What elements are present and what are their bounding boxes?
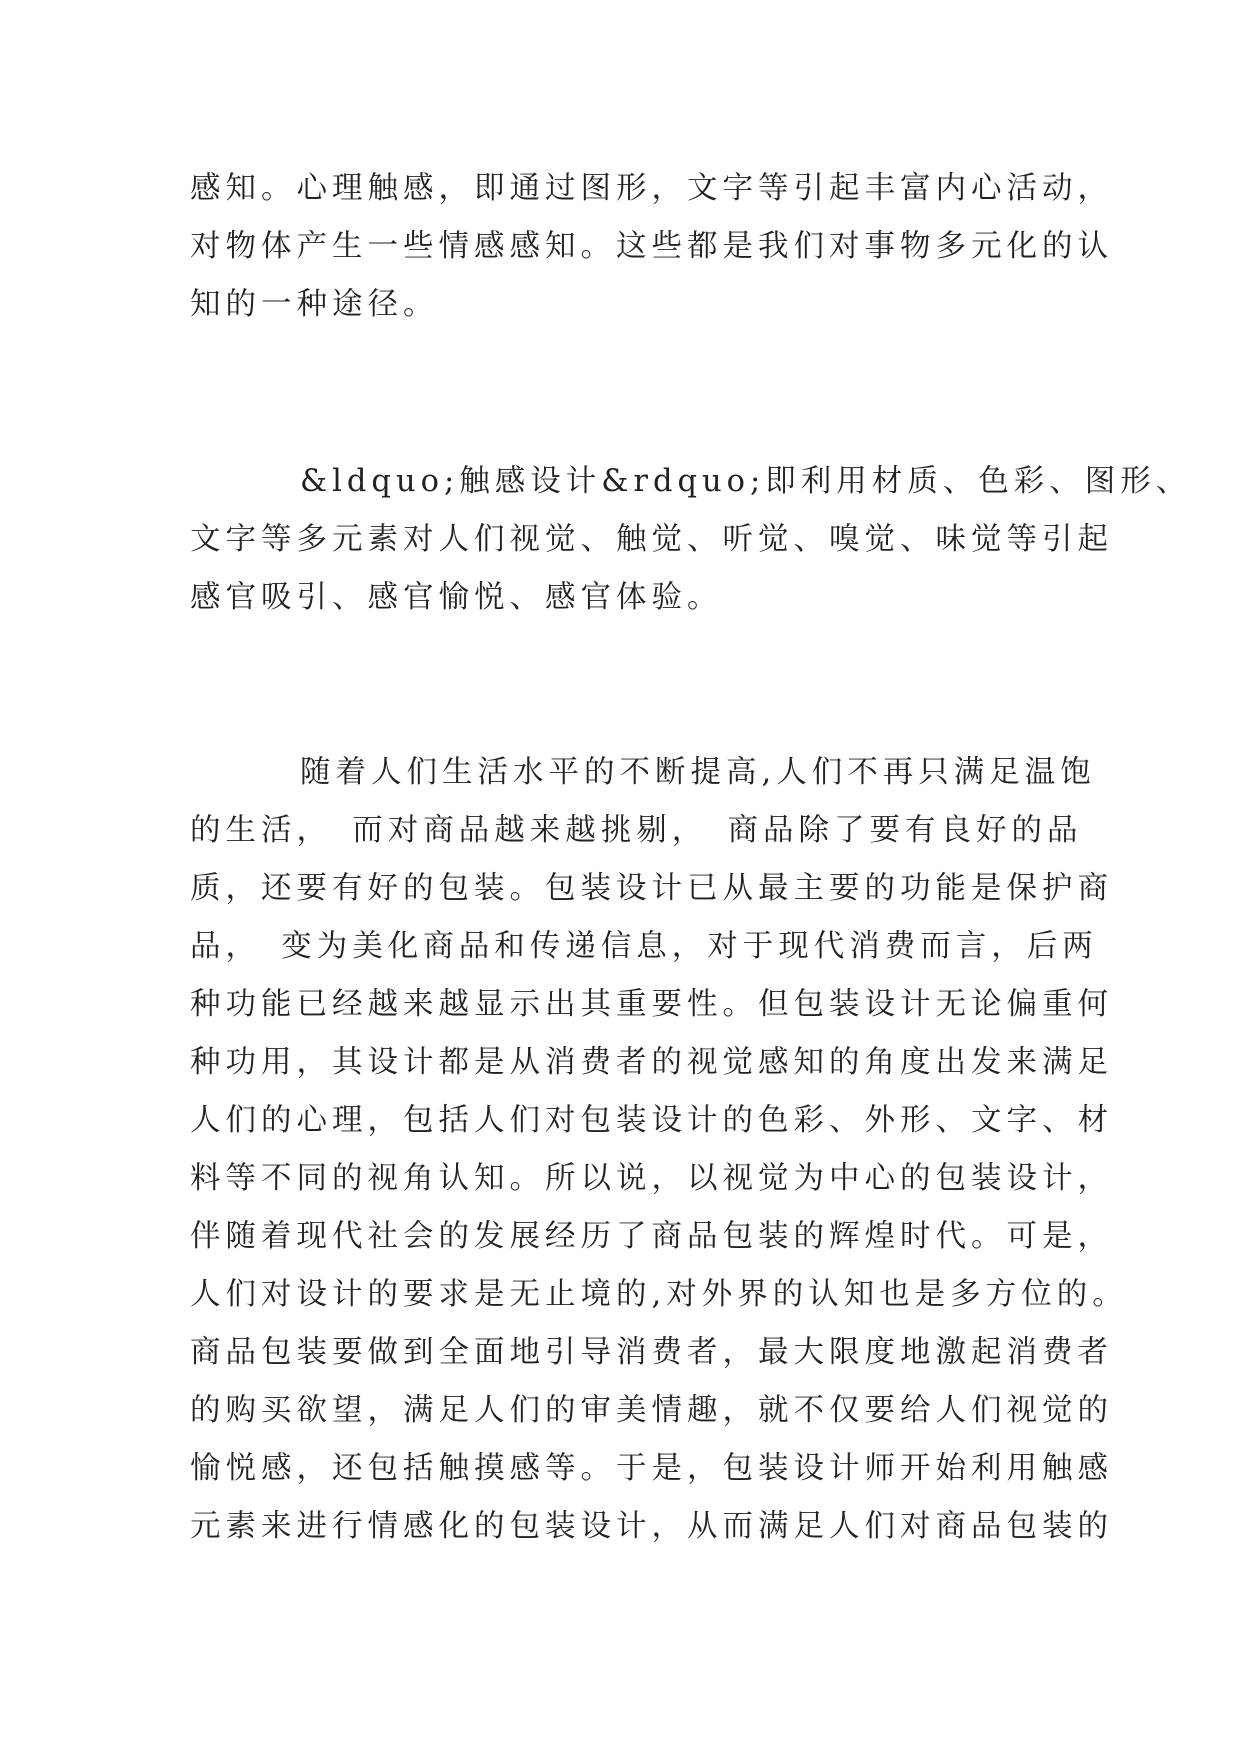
text-line: 感知。心理触感，即通过图形，文字等引起丰富内心活动， bbox=[190, 171, 1113, 206]
text-line: 商品包装要做到全面地引导消费者，最大限度地激起消费者 bbox=[190, 1335, 1113, 1370]
text-line: 感官吸引、感官愉悦、感官体验。 bbox=[190, 580, 723, 615]
text-line: 知的一种途径。 bbox=[190, 287, 439, 322]
text-line: 元素来进行情感化的包装设计，从而满足人们对商品包装的 bbox=[190, 1509, 1113, 1544]
text-line: 的生活， 而对商品越来越挑剔， 商品除了要有良好的品 bbox=[190, 813, 1083, 848]
paragraph-touch-design bbox=[190, 453, 1192, 627]
text-line: 对物体产生一些情感感知。这些都是我们对事物多元化的认 bbox=[190, 229, 1113, 264]
text-line: 文字等多元素对人们视觉、触觉、听觉、嗅觉、味觉等引起 bbox=[190, 522, 1113, 557]
text-line: 人们对设计的要求是无止境的,对外界的认知也是多方位的。 bbox=[190, 1277, 1128, 1312]
text-line: 愉悦感，还包括触摸感等。于是，包装设计师开始利用触感 bbox=[190, 1451, 1113, 1486]
text-line: 料等不同的视角认知。所以说，以视觉为中心的包装设计， bbox=[190, 1161, 1113, 1196]
text-line: 种功能已经越来越显示出其重要性。但包装设计无论偏重何 bbox=[190, 987, 1113, 1022]
paragraph-tactile-perception bbox=[190, 160, 1113, 334]
text-line: 质，还要有好的包装。包装设计已从最主要的功能是保护商 bbox=[190, 871, 1113, 906]
text-line: 品， 变为美化商品和传递信息，对于现代消费而言，后两 bbox=[190, 929, 1098, 964]
text-line: 种功用，其设计都是从消费者的视觉感知的角度出发来满足 bbox=[190, 1045, 1113, 1080]
paragraph-packaging-design bbox=[190, 744, 1128, 1556]
text-line: 随着人们生活水平的不断提高,人们不再只满足温饱 bbox=[300, 755, 1096, 790]
text-line: 的购买欲望，满足人们的审美情趣，就不仅要给人们视觉的 bbox=[190, 1393, 1113, 1428]
text-line: &ldquo;触感设计&rdquo;即利用材质、色彩、图形、 bbox=[300, 464, 1192, 499]
text-line: 人们的心理，包括人们对包装设计的色彩、外形、文字、材 bbox=[190, 1103, 1113, 1138]
text-line: 伴随着现代社会的发展经历了商品包装的辉煌时代。可是， bbox=[190, 1219, 1113, 1254]
